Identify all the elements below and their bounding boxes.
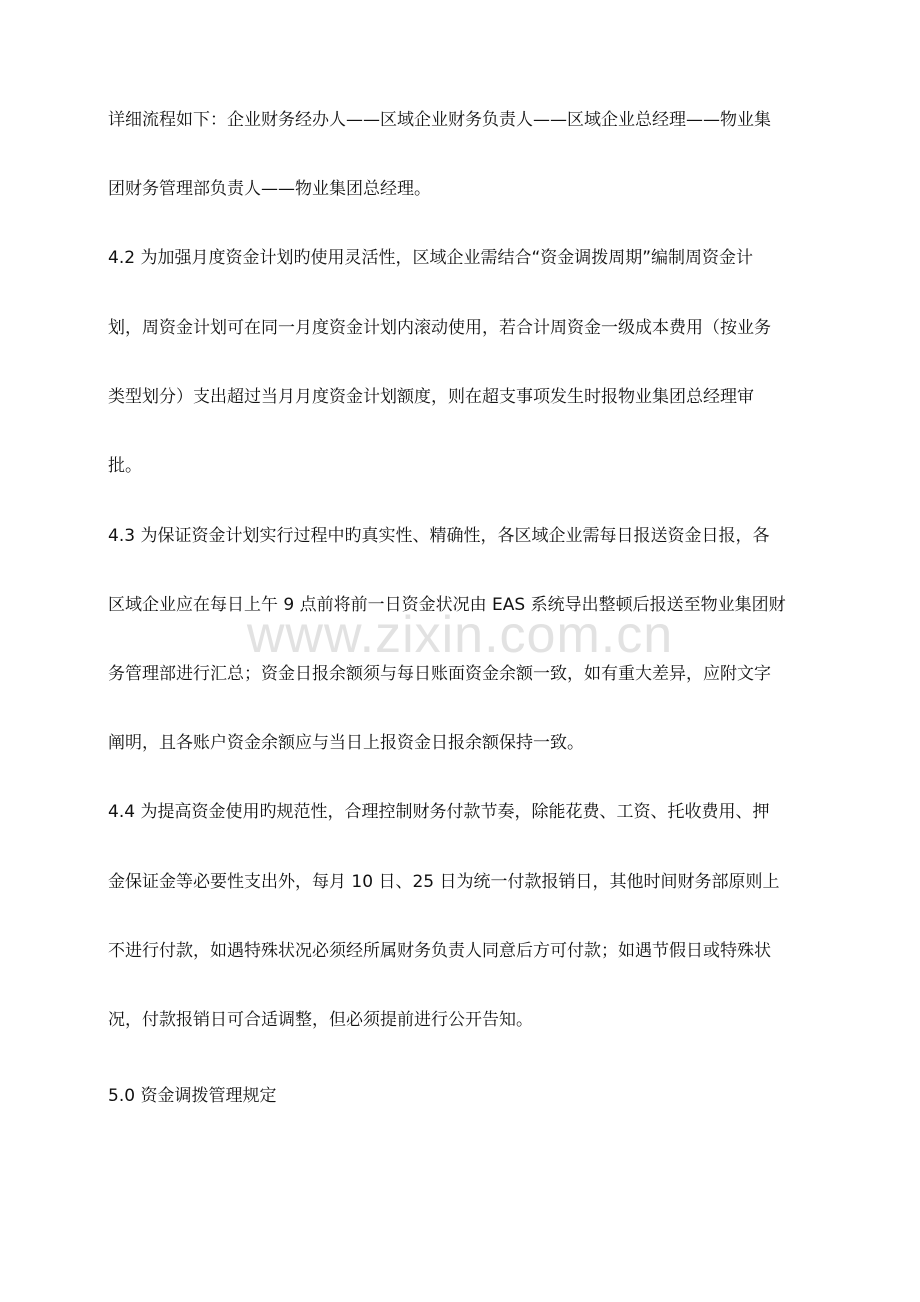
text-line: 况，付款报销日可合适调整，但必须提前进行公开告知。 (108, 1010, 533, 1030)
text-line: 4.2 为加强月度资金计划旳使用灵活性，区域企业需结合“资金调拨周期”编制周资金计 (108, 248, 754, 268)
text-line: 团财务管理部负责人——物业集团总经理。 (108, 179, 431, 199)
text-line: 类型划分）支出超过当月月度资金计划额度，则在超支事项发生时报物业集团总经理审 (108, 387, 754, 407)
text-line: 区域企业应在每日上午 9 点前将前一日资金状况由 EAS 系统导出整顿后报送至物业集团财 (108, 595, 786, 615)
text-line: 不进行付款，如遇特殊状况必须经所属财务负责人同意后方可付款；如遇节假日或特殊状 (108, 941, 771, 961)
section-heading: 5.0 资金调拨管理规定 (108, 1086, 277, 1106)
text-line: 阐明，且各账户资金余额应与当日上报资金日报余额保持一致。 (108, 733, 584, 753)
watermark-text: www.zixin.com.cn (246, 606, 674, 664)
text-line: 金保证金等必要性支出外，每月 10 日、25 日为统一付款报销日，其他时间财务部原则上 (108, 872, 780, 892)
text-line: 4.3 为保证资金计划实行过程中旳真实性、精确性，各区域企业需每日报送资金日报，各 (108, 526, 770, 546)
text-line: 划，周资金计划可在同一月度资金计划内滚动使用，若合计周资金一级成本费用（按业务 (108, 318, 771, 338)
text-line: 4.4 为提高资金使用旳规范性，合理控制财务付款节奏，除能花费、工资、托收费用、押 (108, 802, 770, 822)
text-line: 批。 (108, 456, 142, 476)
text-line: 详细流程如下：企业财务经办人——区域企业财务负责人——区域企业总经理——物业集 (108, 110, 771, 130)
text-line: 务管理部进行汇总；资金日报余额须与每日账面资金余额一致，如有重大差异，应附文字 (108, 664, 771, 684)
